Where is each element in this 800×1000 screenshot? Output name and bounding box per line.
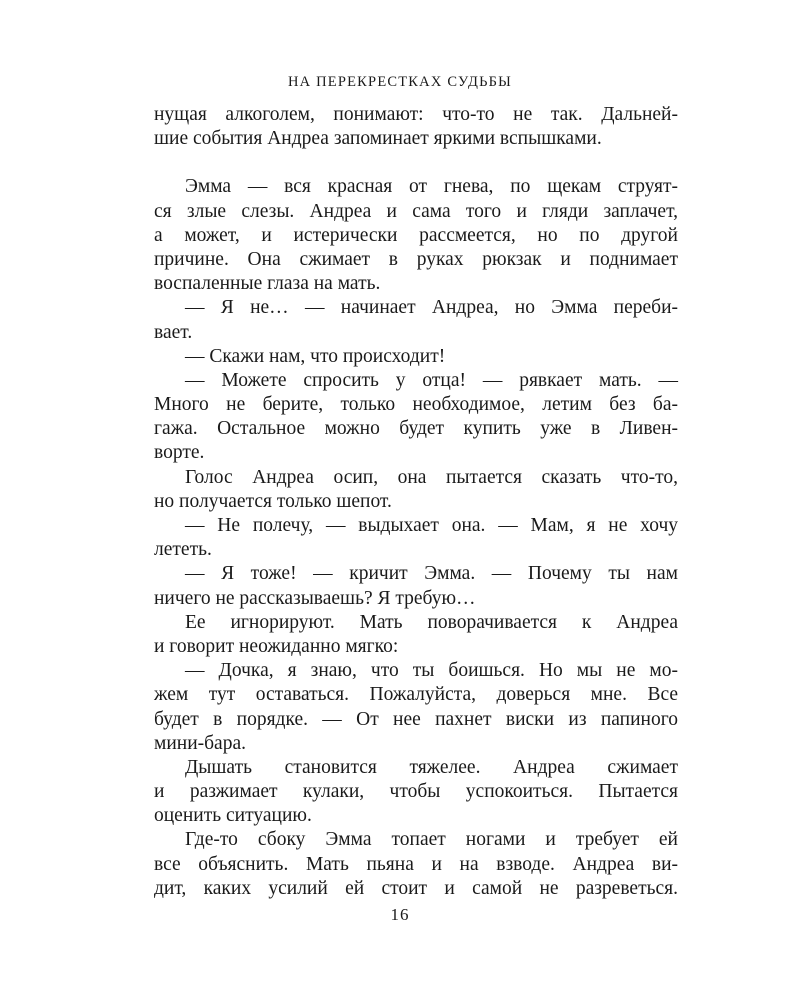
text-line: Голос Андреа осип, она пытается сказать что-то, (185, 466, 678, 488)
text-line: Где-то сбоку Эмма топает ногами и требует ей (185, 829, 678, 851)
text-line: Эмма — вся красная от гнева, по щекам струят- (185, 176, 678, 198)
text-line: гажа. Остальное можно будет купить уже в Ливен- (154, 418, 678, 440)
text-line: жем тут оставаться. Пожалуйста, доверься мне. Все (154, 684, 678, 706)
text-line: — Я тоже! — кричит Эмма. — Почему ты нам (185, 563, 678, 585)
text-line: но получается только шепот. (154, 490, 392, 512)
text-line: — Дочка, я знаю, что ты боишься. Но мы не мо- (185, 660, 678, 682)
text-line: все объяснить. Мать пьяна и на взводе. Андреа ви- (154, 853, 678, 875)
text-line: мини-бара. (154, 732, 246, 754)
text-line: ничего не рассказываешь? Я требую… (154, 587, 476, 609)
paragraph-gap (154, 151, 678, 175)
text-line: будет в порядке. — От нее пахнет виски из папиного (154, 708, 678, 730)
text-line: а может, и истерически рассмеется, но по другой (154, 224, 678, 246)
running-title: НА ПЕРЕКРЕСТКАХ СУДЬБЫ (287, 74, 513, 90)
text-line: нущая алкоголем, понимают: что-то не так. Дальней- (154, 104, 678, 125)
text-line: ся злые слезы. Андреа и сама того и гляди заплачет, (154, 200, 678, 222)
text-line: ворте. (154, 442, 205, 464)
text-line: Много не берите, только необходимое, летим без ба- (154, 394, 678, 416)
text-line: Дышать становится тяжелее. Андреа сжимает (185, 756, 678, 778)
text-line: лететь. (154, 539, 212, 561)
text-line: — Можете спросить у отца! — рявкает мать. — (185, 369, 678, 391)
text-line: Ее игнорируют. Мать поворачивается к Андреа (185, 611, 678, 633)
text-line: — Скажи нам, что происходит! (185, 345, 446, 367)
text-line: оценить ситуацию. (154, 805, 312, 827)
text-line: вает. (154, 321, 193, 343)
text-line: воспаленные глаза на мать. (154, 273, 381, 295)
text-line: дит, каких усилий ей стоит и самой не разреветься. (154, 877, 678, 899)
body-text (154, 103, 678, 901)
text-line: причине. Она сжимает в руках рюкзак и поднимает (154, 248, 678, 270)
text-line: и говорит неожиданно мягко: (154, 635, 399, 657)
text-line: шие события Андреа запоминает яркими вспышками. (154, 128, 602, 150)
text-line: и разжимает кулаки, чтобы успокоиться. Пытается (154, 781, 678, 803)
page-number: 16 (390, 905, 410, 924)
text-line: — Не полечу, — выдыхает она. — Мам, я не хочу (185, 515, 678, 536)
text-line: — Я не… — начинает Андреа, но Эмма переби- (185, 297, 678, 319)
